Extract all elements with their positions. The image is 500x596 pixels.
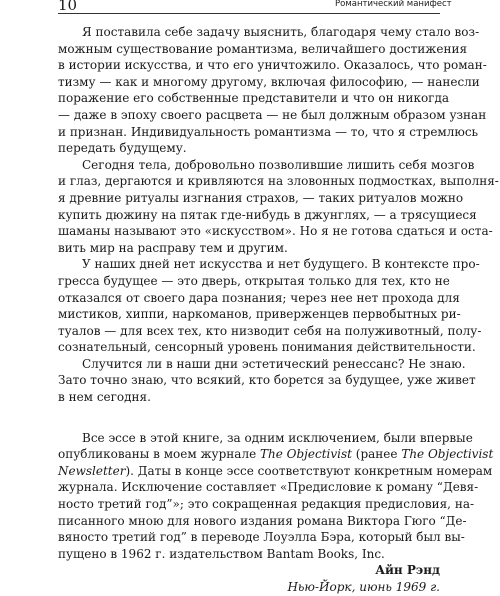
text-line: Сегодня тела, добровольно позволившие лишить себя мозгов [82,157,475,172]
body-text [58,24,499,596]
text-line: Все эссе в этой книге, за одним исключением, были впервые [82,430,473,445]
text-line: пущено в 1962 г. издательством Bantam Books, Inc. [58,546,385,561]
text-line: и глаз, дергаются и кривляются на зловонных подмостках, выполня- [58,174,499,189]
text-line: вить мир на расправу тем и другим. [58,240,288,255]
running-head: Романтический манифест [335,0,452,9]
text-line: отказался от своего дара познания; через нее нет прохода для [58,290,460,305]
text-line: сознательный, сенсорный уровень понимания действительности. [58,340,476,355]
text-line: шаманы называют это «искусством». Но я не готова сдаться и оста- [58,224,493,239]
text-line: вяносто третий год” в переводе Лоуэлла Бэра, который был вы- [58,530,465,545]
text-line: в нем сегодня. [58,390,151,405]
page-number: 10 [58,0,78,14]
text-line: передать будущему. [58,141,187,156]
text-line: Newsletter). Даты в конце эссе соответствуют конкретным номерам [58,463,493,478]
text-line: писанного мною для нового издания романа Виктора Гюго “Де- [58,513,467,528]
text-line: туалов — для всех тех, кто низводит себя на полуживотный, полу- [58,323,482,338]
text-line: поражение его собственные представители и что он никогда [58,91,450,106]
text-line: опубликованы в моем журнале The Objectivist (ранее The Objectivist [58,447,494,462]
author-signature: Айн Рэнд [375,563,440,578]
header-rule [58,13,440,14]
paragraph [58,430,494,563]
text-line: я древние ритуалы изгнания страхов, — таких ритуалов можно [58,190,464,205]
text-line: У наших дней нет искусства и нет будущего. В контексте про- [82,257,480,272]
text-line: Случится ли в наши дни эстетический ренессанс? Не знаю. [82,356,466,371]
text-line: тизму — как и многому другому, включая философию, — нанесли [58,74,480,89]
text-line: можным существование романтизма, величайшего достижения [58,41,468,56]
text-line: Зато точно знаю, что всякий, кто борется за будущее, уже живет [58,373,476,388]
text-line: носто третий год”»; это сокращенная редакция предисловия, на- [58,497,475,512]
text-line: Я поставила себе задачу выяснить, благодаря чему стало воз- [82,25,480,39]
text-line: и признан. Индивидуальность романтизма — то, что я стремлюсь [58,124,479,139]
section-gap [58,406,440,430]
paragraph [58,356,476,406]
paragraph [58,24,487,157]
text-line: — даже в эпоху своего расцвета — не был должным образом узнан [58,107,487,122]
text-line: гресса будущее — это дверь, открытая только для тех, кто не [58,273,450,288]
paragraph [58,256,482,356]
text-line: журнала. Исключение составляет «Предисловие к роману “Девя- [58,480,479,495]
place-date: Нью-Йорк, июнь 1969 г. [287,580,440,594]
text-line: купить дюжину на пятак где-нибудь в джунглях, — а трясущиеся [58,207,477,222]
text-line: мистиков, хиппи, наркоманов, приверженцев первобытных ри- [58,307,461,322]
paragraph [58,157,499,257]
text-line: в истории искусства, и что его уничтожило. Оказалось, что роман- [58,58,487,73]
